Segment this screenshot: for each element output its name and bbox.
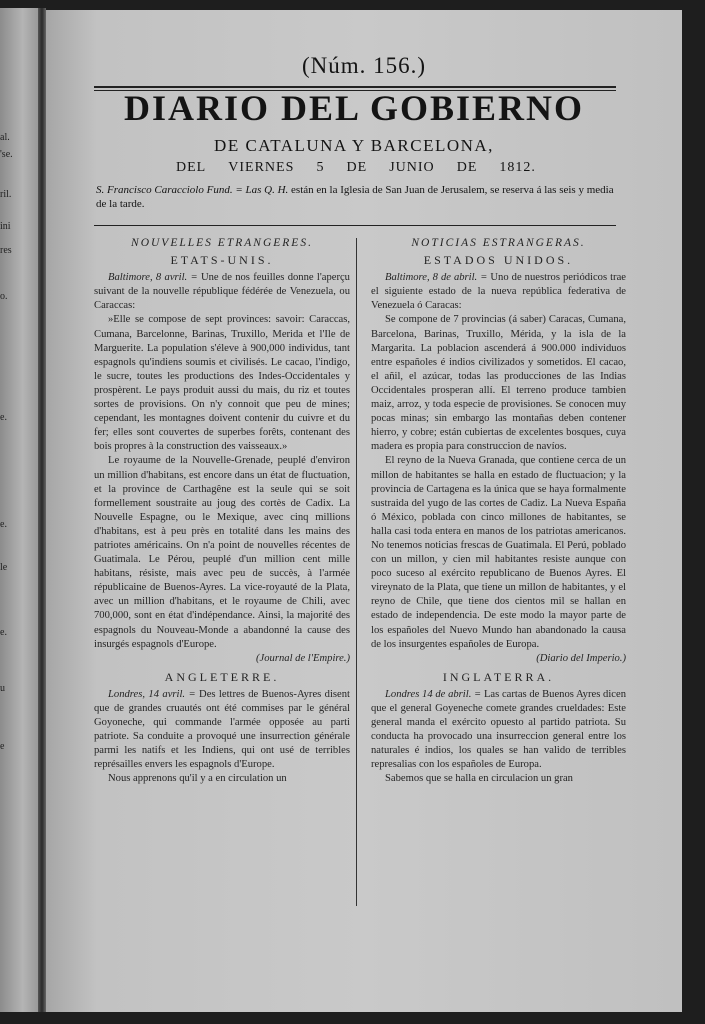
daily-saint-notice [96,183,622,211]
date-word: DE [456,160,478,175]
date-word: 5 [316,160,325,175]
article-source: (Journal de l'Empire.) [256,652,350,664]
date-word: 1812. [499,160,536,175]
header-bottom-rule [94,225,616,226]
column-divider [356,238,357,906]
saint-name: S. Francisco Caracciolo Fund. = Las Q. H. [96,184,289,196]
article-paragraph [371,271,626,313]
date-word: DEL [176,160,207,175]
date-word: DE [346,160,368,175]
section-heading: ANGLETERRE. [164,669,280,684]
dateline: Baltimore, 8 de abril. = [385,272,488,284]
paragraph-text: Las cartas de Buenos Ayres dicen que el general Goyeneche comete grandes crueldades: Este general manda el exército opuesto al partido patriota. Su conducta ha provocado una insurreccion general entre los naturales é indios, los quales se han valido de terribles represalias con los españoles de Europa. [371,688,626,771]
page-fragment: e. [0,519,7,530]
page-fragment: e [0,741,5,752]
paragraph-text: Uno de nuestros periódicos trae el siguiente estado de la nueva república federativa de Venezuela ó Caracas: [371,272,626,312]
date-word: VIERNES [228,160,295,175]
article-paragraph [94,271,350,313]
issue-date [176,160,536,176]
article-paragraph [94,688,350,773]
paragraph-text: Des lettres de Buenos-Ayres disent que de grandes cruautés ont été commises par le général Goyoneche, qui commande l'armée opposée au parti patriote. Sa conduite a provoqué une insurrection générale parmi les natifs et les Indiens, qui ont usé de terribles représailles envers les espagnols d'Europe. [94,688,350,771]
date-word: JUNIO [389,160,435,175]
newspaper-subtitle: DE CATALUNA Y BARCELONA, [214,136,494,155]
page-fragment: e. [0,627,7,638]
page-fragment: e. [0,412,7,423]
article-paragraph: Sabemos que se halla en circulacion un gran [385,773,573,785]
article-paragraph: »Elle se compose de sept provinces: savoir: Caraccas, Cumana, Barcelonne, Barinas, Truxillo, Merida et l'Ile de Marguerite. La population s'éleve à 900,000 individus, tant espagnols qu'indiens soumis et civilisés. Le cacao, l'indigo, le sucre, toutes les productions des Indes-Occidentales y prospèrent. Le pays produit aussi du mais, du riz et toutes sortes de provisions. On n'y connoit que peu de mines; cependant, les montagnes doivent contenir du cuivre et du fer; elles sont couvertes de superbes forêts, contenant des bois propres à la construction des vaisseaux.» [94,314,350,453]
newspaper-page [46,10,682,1012]
page-fragment: al. [0,132,10,143]
french-column [94,236,350,787]
section-heading: INGLATERRA. [442,669,555,684]
newspaper-title: DIARIO DEL GOBIERNO [123,88,585,128]
dateline: Londres 14 de abril. = [385,688,482,700]
page-fragment: o. [0,291,8,302]
article-paragraph: Le royaume de la Nouvelle-Grenade, peuplé d'environ un million d'habitans, est encore dans un état de fluctuation, et la province de Carthagêne est la seule qui se soit formellement soustraite au joug des cortès de Cadix. La Nouvelle Espagne, ou le Mexique, avec cinq millions d'habitans, est à peu près en totalité dans les mains des patriotes américains. On n'a point de nouvelles récentes de Guatimala. Le Pérou, peuplé d'un million cent mille habitans, résiste, mais avec peu de succès, à l'armée républicaine de Buenos-Ayres. La vice-royauté de la Plata, avec un million d'habitans, et le royaume de Chili, avec 700,000, sont en état d'indépendance. Ainsi, la majorité des espagnols du Nouveau-Monde a abandonné la cause des insurgés espagnols d'Europe. [94,455,350,650]
article-source: (Diario del Imperio.) [536,652,626,664]
paragraph-text: Une de nos feuilles donne l'aperçu suivant de la nouvelle république fédérée de Venezuela, ou Caraccas: [94,272,350,312]
previous-page-edge [0,8,38,1012]
book-gutter [38,8,46,1012]
page-fragment: 'se. [0,149,13,160]
page-fragment: ini [0,221,11,232]
issue-number: (Núm. 156.) [301,53,427,78]
article-paragraph: Nous apprenons qu'il y a en circulation un [108,773,287,785]
column-heading: NOUVELLES ETRANGERES. [131,237,313,249]
page-fragment: le [0,562,8,573]
article-paragraph: Se compone de 7 provincias (á saber) Caracas, Cumana, Barcelona, Barinas, Truxillo, Mérida, y la isla de la Margarita. La poblacion ascenderá á 900.000 individuos entre españoles é indios civilizados y sometidos. El cacao, el añil, el azúcar, todas las producciones de las Indias Occidentales prosperan allí. El terreno produce tambien maiz, arroz, y toda especie de provisiones. Se conocen muy pocas minas; sin embargo las montañas deben contener hierro, y cobre; están cubiertas de excelentes bosques, cuya madera es propia para construccion de navíos. [371,314,626,453]
section-heading: ETATS-UNIS. [170,253,274,268]
column-heading: NOTICIAS ESTRANGERAS. [411,237,586,249]
spanish-column [371,236,626,787]
saint-notice-text: están en la Iglesia de San Juan de Jerusalem, se reserva á las seis y media de la tarde. [96,184,614,210]
dateline: Baltimore, 8 avril. = [108,272,198,284]
page-fragment: ril. [0,189,12,200]
article-paragraph: El reyno de la Nueva Granada, que contiene cerca de un millon de habitantes se halla en estado de fluctuacion; y la provincia de Cartagena es la única que se haya formalmente sustraida del yugo de las cortes de Cadiz. La Nueva España ó México, poblada con cinco millones de habitantes, se halla casi toda entera en manos de los patriotas americanos. No tenemos noticias frescas de Guatimala. El Perú, poblado con un millon, y cien mil habitantes resiste aunque con poco suceso al exército republicano de Buenos Ayres. El vireynato de la Plata, que tiene un millon de habitantes, y el reyno de Chile, que tiene dos cientos mil se hallan en estado de independencia. De este modo la mayor parte de los españoles del Nuevo Mundo han abandonado la causa de los insurgentes españoles de Europa. [371,455,626,650]
article-paragraph [371,688,626,773]
page-fragment: res [0,245,12,256]
page-fragment: u [0,683,5,694]
section-heading: ESTADOS UNIDOS. [423,253,574,268]
dateline: Londres, 14 avril. = [108,688,196,700]
